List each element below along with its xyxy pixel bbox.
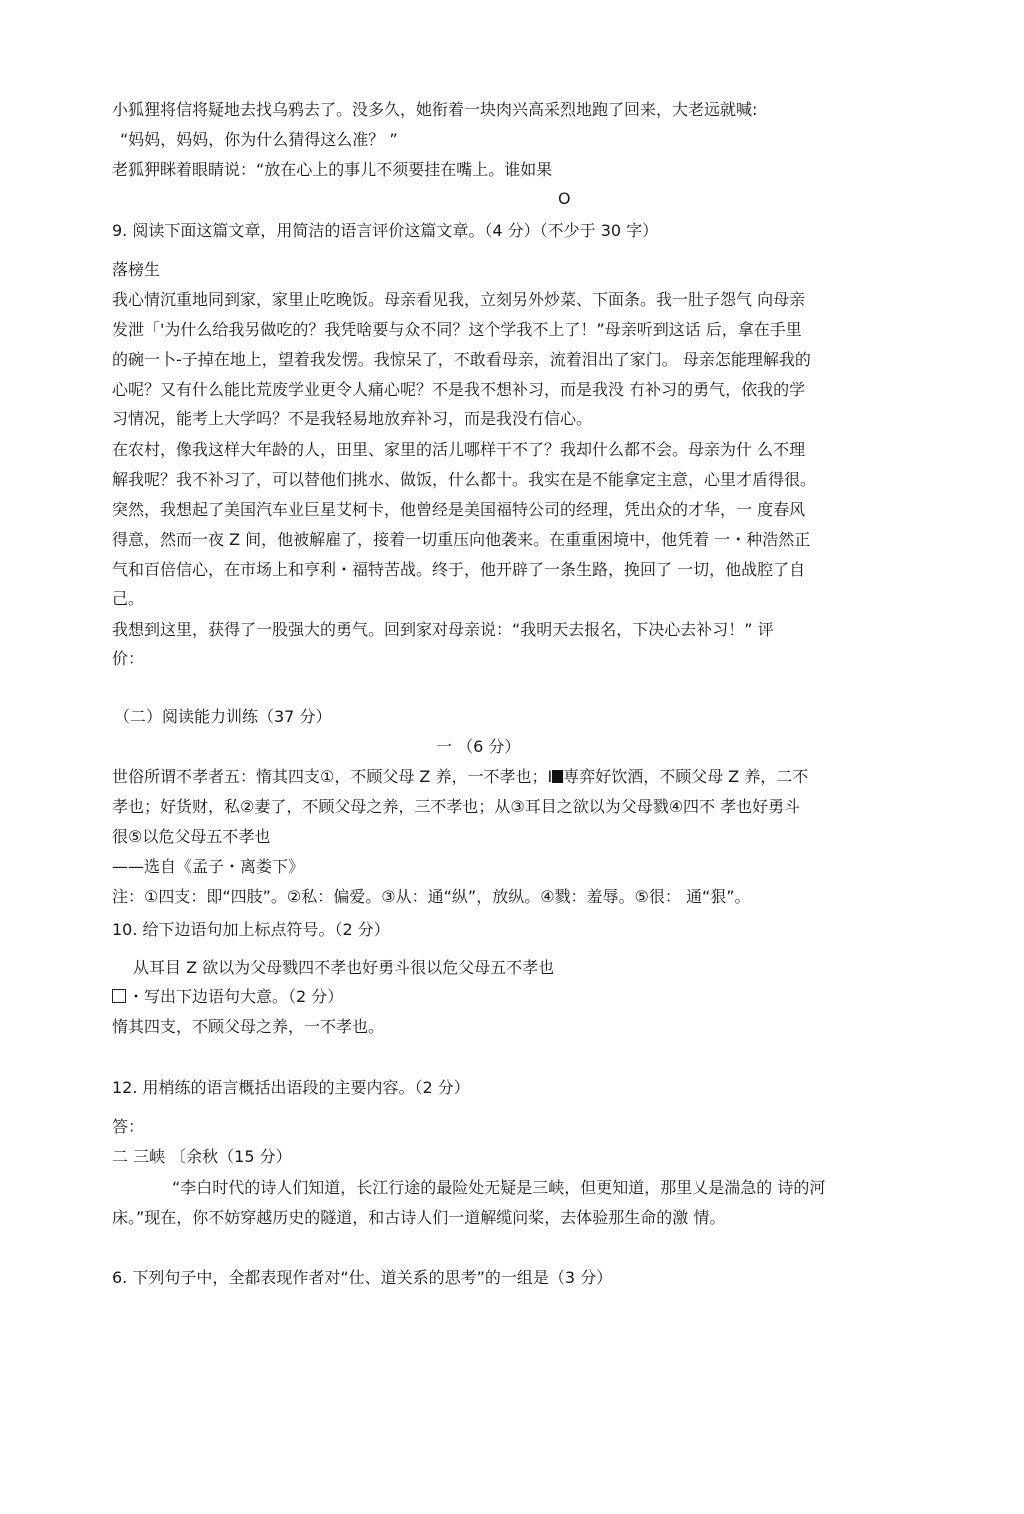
article-line: 突然，我想起了美国汽车业巨星艾柯卡，他曾经是美国福特公司的经理，凭出众的才华，一 度春风 <box>112 500 806 519</box>
story-line-1: 小狐狸将信将疑地去找乌鸦去了。没多久，她衔着一块肉兴高采烈地跑了回来，大老远就喊: <box>112 100 758 119</box>
article-line: 己。 <box>112 589 145 608</box>
article-line: 在农村，像我这样大年龄的人，田里、家里的活儿哪样干不了？我却什么都不会。母亲为什 么不理 <box>112 440 806 459</box>
story-line-4: O <box>558 189 571 208</box>
article-line: 心呢？又有什么能比荒废学业更令人痛心呢？不是我不想补习，而是我没 冇补习的勇气，依我的学 <box>112 380 806 399</box>
section-heading: （二）阅读能力训练（37 分） <box>114 707 332 726</box>
answer-label: 答： <box>112 1117 145 1136</box>
story-line-3: 老狐狎眯着眼睛说：“放在心上的事儿不须要挂在嘴上。谁如果 <box>112 160 553 179</box>
article-line: 的碗一卜-子掉在地上，望着我发愣。我惊呆了，不敢看母亲，流着泪出了家门。 母亲怎能理解我的 <box>112 350 811 369</box>
question-10-text: 从耳目 Z 欲以为父母戮四不孝也好勇斗很以危父母五不孝也 <box>133 958 555 977</box>
part2-line: 床。”现在，你不妨穿越历史的隧道，和古诗人们一道解缆问桨，去体验那生命的激 情。 <box>112 1208 726 1227</box>
question-11 <box>112 987 343 1007</box>
part2-line: “李白时代的诗人们知道，长江行途的最险处无疑是三峡，但更知道，那里乂是湍急的 诗的河 <box>172 1178 826 1197</box>
question-10: 10. 给下边语句加上标点符号。（2 分） <box>112 920 390 939</box>
question-6: 6. 下列句子中，全都表现作者对“仕、道关系的思考”的一组是（3 分） <box>112 1268 613 1287</box>
part2-heading: 二 三峡 〔余秋（15 分） <box>112 1147 292 1166</box>
question-11-label: ・写出下边语句大意。（2 分） <box>128 987 344 1006</box>
passage-line: 很⑤以危父母五不孝也 <box>112 827 271 846</box>
redacted-block <box>552 770 563 783</box>
passage-text: 専弈好饮酒，不顾父母 Z 养，二不 <box>563 767 809 786</box>
article-line: 习情况，能考上大学吗？不是我轻易地放弃补习，而是我没冇信心。 <box>112 409 593 428</box>
question-9-prompt: 9. 阅读下面这篇文章，用简洁的语言评价这篇文章。（4 分）（不少于 30 字） <box>112 221 659 240</box>
passage-line: 孝也；好货财，私②妻了，不顾父母之养，三不孝也；从③耳目之欲以为父母戮④四不 孝也好勇斗 <box>112 797 801 816</box>
passage-source: ——选自《孟子・离娄下》 <box>112 857 305 876</box>
article-title: 落榜生 <box>112 260 161 279</box>
story-line-2: “妈妈，妈妈，你为什么猜得这么准？ ” <box>120 130 398 149</box>
article-line: 得意，然而一夜 Z 间，他被解雇了，接着一切重压向他袭来。在重重困境中，他凭着 一・种浩然正 <box>112 530 811 549</box>
article-line: 气和百倍信心，在市场上和亨利・福特苦战。终于，他开辟了一条生路，挽回了 一切，他战腔了自 <box>112 560 806 579</box>
question-12: 12. 用梢练的语言概括出语段的主要内容。（2 分） <box>112 1078 470 1097</box>
article-line: 我想到这里，获得了一股强大的勇气。回到家对母亲说：“我明天去报名，下决心去补习！” 评 <box>112 620 774 639</box>
article-line: 发泄「'为什么给我另做吃的？我凭啥要与众不同？这个学我不上了！”母亲听到这话 后，拿在手里 <box>112 320 802 339</box>
passage-text: 世俗所谓不孝者五：惰其四支①，不顾父母 Z 养，一不孝也；I <box>112 767 553 786</box>
subsection-heading: 一 （6 分） <box>436 737 521 756</box>
article-line: 我心情沉重地同到家，家里止吃晚饭。母亲看见我，立刻另外炒菜、下面条。我一肚子怨气 向母亲 <box>112 290 806 309</box>
question-11-text: 惰其四支，不顾父母之养，一不孝也。 <box>112 1017 385 1036</box>
passage-line <box>112 767 808 787</box>
article-line: 解我呢？我不补习了，可以替他们挑水、做饭，什么都十。我实在是不能拿定主意，心里才盾得很。 <box>112 470 817 489</box>
passage-notes: 注：①四支：即“四肢”。②私：偏爱。③从：通“纵”，放纵。④戮：羞辱。⑤很： 通“狠”。 <box>112 887 751 906</box>
checkbox-icon <box>112 989 126 1003</box>
evaluation-label: 价： <box>112 649 145 668</box>
